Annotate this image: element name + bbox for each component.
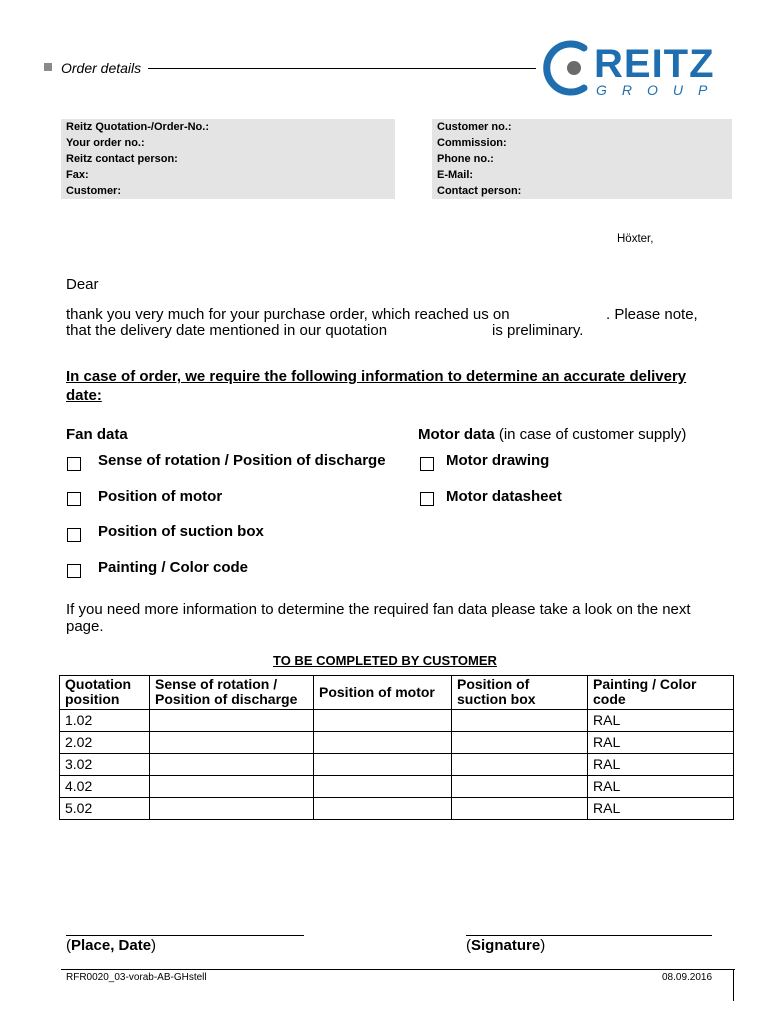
header-text: Position of discharge (155, 691, 298, 707)
table-row (60, 776, 734, 798)
table-row (60, 798, 734, 820)
checkbox-motor-drawing[interactable] (420, 457, 434, 471)
place-date-label: (Place, Date) (66, 937, 157, 954)
col-quotation-position (60, 676, 150, 710)
place-line: Höxter, (617, 233, 654, 245)
cell-motor[interactable] (314, 776, 452, 798)
header-rule (148, 68, 536, 69)
info-note-line-2: page. (66, 618, 104, 635)
cell-motor[interactable] (314, 732, 452, 754)
cell-position: 2.02 (60, 732, 150, 754)
cell-rotation[interactable] (150, 732, 314, 754)
greeting: Dear (66, 276, 99, 293)
footer-doc-id: RFR0020_03-vorab-AB-GHstell (66, 972, 207, 983)
table-row (60, 754, 734, 776)
info-label: Reitz Quotation-/Order-No.: (66, 121, 209, 133)
info-label: Phone no.: (437, 153, 494, 165)
cell-suction[interactable] (452, 798, 588, 820)
signature-label: (Signature) (466, 937, 546, 954)
table-row (60, 710, 734, 732)
order-info-right (432, 119, 732, 199)
info-label: E-Mail: (437, 169, 474, 181)
table-header-row (60, 676, 734, 710)
header-text: Position of (457, 676, 530, 692)
cell-color[interactable]: RAL (588, 754, 734, 776)
cell-suction[interactable] (452, 732, 588, 754)
letter-line-1a: thank you very much for your purchase order, which reached us on (66, 306, 510, 323)
option-motor-drawing-label: Motor drawing (446, 452, 550, 469)
cell-suction[interactable] (452, 754, 588, 776)
logo-group-text: GROUP (596, 82, 723, 98)
header-text: Quotation (65, 676, 132, 692)
checkbox-suction-box[interactable] (67, 528, 81, 542)
order-info-left (61, 119, 395, 199)
info-label: Reitz contact person: (66, 153, 178, 165)
info-label: Commission: (437, 137, 507, 149)
checkbox-motor-datasheet[interactable] (420, 492, 434, 506)
fan-data-heading: Fan data (66, 426, 128, 443)
option-suction-box-label: Position of suction box (98, 523, 264, 540)
option-motor-position-label: Position of motor (98, 488, 223, 505)
requirement-line-2: date: (66, 387, 102, 404)
place-date-line[interactable] (66, 935, 304, 936)
cell-position: 1.02 (60, 710, 150, 732)
cell-color[interactable]: RAL (588, 776, 734, 798)
header-bullet (44, 63, 52, 71)
header-text: position (65, 691, 120, 707)
info-label: Customer: (66, 185, 122, 197)
cell-color[interactable]: RAL (588, 710, 734, 732)
header-text: Position of motor (319, 684, 435, 700)
reitz-logo (540, 36, 740, 100)
info-label: Fax: (66, 169, 89, 181)
col-sense-of-rotation (150, 676, 314, 710)
option-rotation-label: Sense of rotation / Position of discharge (98, 452, 386, 469)
letter-line-2b: is preliminary. (492, 322, 584, 339)
info-label: Customer no.: (437, 121, 512, 133)
page-title: Order details (61, 60, 142, 76)
option-painting-label: Painting / Color code (98, 559, 249, 576)
checkbox-motor-position[interactable] (67, 492, 81, 506)
cell-suction[interactable] (452, 776, 588, 798)
cell-suction[interactable] (452, 710, 588, 732)
checkbox-rotation[interactable] (67, 457, 81, 471)
motor-data-note: (in case of customer supply) (498, 426, 687, 443)
signature-text: Signature (471, 937, 541, 954)
header-text: suction box (457, 691, 536, 707)
cell-motor[interactable] (314, 710, 452, 732)
motor-data-heading (418, 426, 686, 443)
cell-rotation[interactable] (150, 776, 314, 798)
letter-line-2a: that the delivery date mentioned in our quotation (66, 322, 388, 339)
cell-position: 4.02 (60, 776, 150, 798)
header-text: code (593, 691, 626, 707)
place-date-text: Place, Date (71, 937, 152, 954)
cell-rotation[interactable] (150, 754, 314, 776)
letter-line-1b: . Please note, (606, 306, 698, 323)
col-painting-color (588, 676, 734, 710)
signature-line[interactable] (466, 935, 712, 936)
header-text: Painting / Color (593, 676, 697, 692)
col-position-of-suction-box (452, 676, 588, 710)
motor-data-title: Motor data (418, 426, 495, 443)
header-text: Sense of rotation / (155, 676, 278, 692)
footer-date: 08.09.2016 (662, 972, 713, 983)
customer-table (59, 675, 734, 820)
requirement-line-1: In case of order, we require the following information to determine an accurate delivery (66, 368, 687, 385)
logo-ring-icon (540, 38, 600, 98)
logo-word: REITZ (594, 42, 715, 86)
cell-motor[interactable] (314, 798, 452, 820)
col-position-of-motor (314, 676, 452, 710)
cell-motor[interactable] (314, 754, 452, 776)
table-row (60, 732, 734, 754)
cell-color[interactable]: RAL (588, 798, 734, 820)
table-caption: TO BE COMPLETED BY CUSTOMER (273, 653, 497, 668)
footer-rule (61, 969, 735, 970)
checkbox-painting[interactable] (67, 564, 81, 578)
cell-rotation[interactable] (150, 798, 314, 820)
info-label: Your order no.: (66, 137, 145, 149)
option-motor-datasheet-label: Motor datasheet (446, 488, 562, 505)
cell-color[interactable]: RAL (588, 732, 734, 754)
footer-vertical-rule (733, 969, 734, 1001)
cell-position: 3.02 (60, 754, 150, 776)
cell-position: 5.02 (60, 798, 150, 820)
info-label: Contact person: (437, 185, 522, 197)
cell-rotation[interactable] (150, 710, 314, 732)
info-note-line-1: If you need more information to determine the required fan data please take a look on the next (66, 601, 691, 618)
